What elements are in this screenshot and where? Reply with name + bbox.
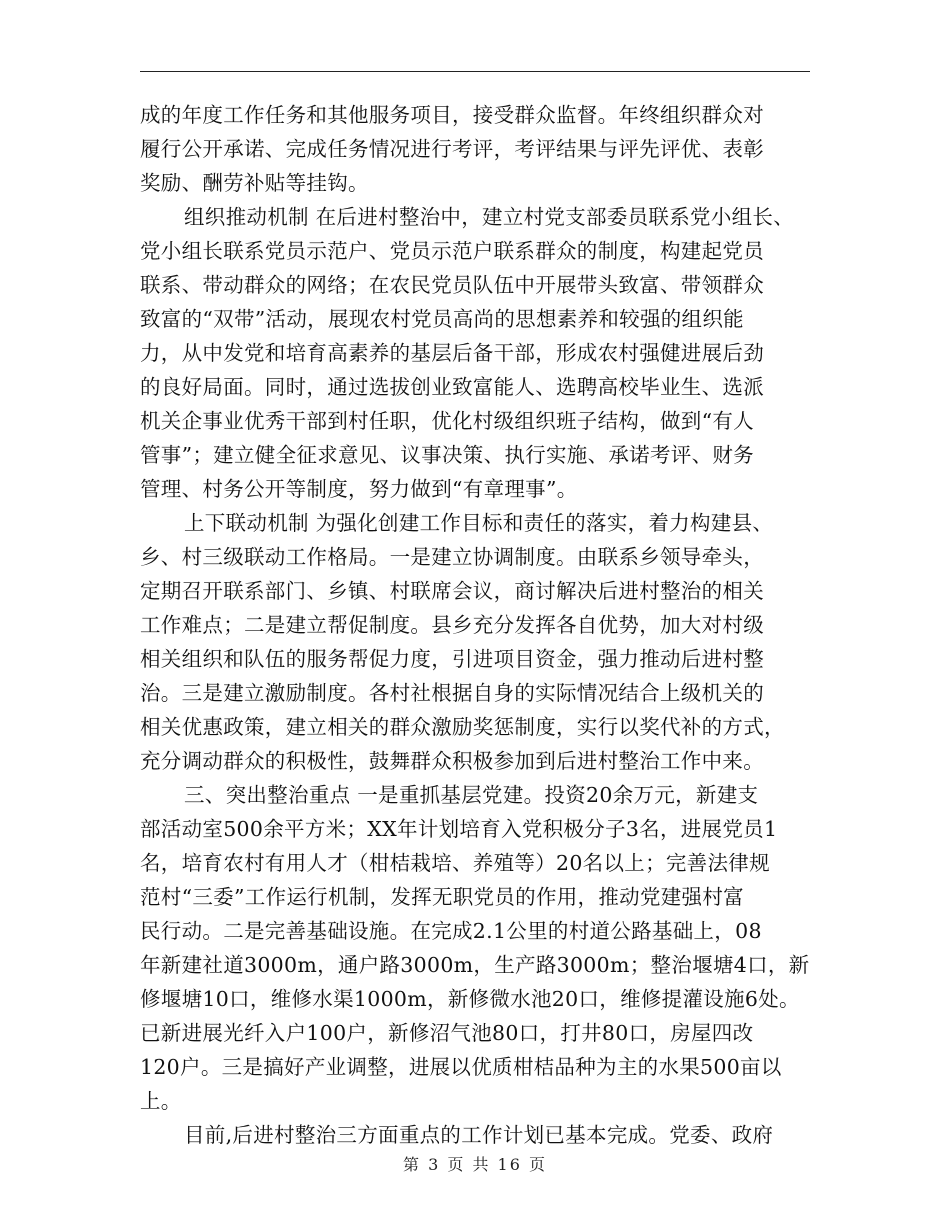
text-line: 120户。三是搞好产业调整，进展以优质柑桔品种为主的水果500亩以 xyxy=(140,1055,782,1079)
page-number-footer: 第 3 页 共 16 页 xyxy=(403,1155,547,1174)
header-rule xyxy=(140,71,810,72)
text-line: 成的年度工作任务和其他服务项目，接受群众监督。年终组织群众对 xyxy=(140,103,764,127)
text-line: 范村“三委”工作运行机制，发挥无职党员的作用，推动党建强村富 xyxy=(140,885,744,909)
text-line: 乡、村三级联动工作格局。一是建立协调制度。由联系乡领导牵头， xyxy=(140,545,764,569)
text-line: 定期召开联系部门、乡镇、村联席会议，商讨解决后进村整治的相关 xyxy=(140,579,764,603)
text-line: 履行公开承诺、完成任务情况进行考评，考评结果与评先评优、表彰 xyxy=(140,137,764,161)
text-line: 管理、村务公开等制度，努力做到“有章理事”。 xyxy=(140,477,578,501)
text-line: 力，从中发党和培育高素养的基层后备干部，形成农村强健进展后劲 xyxy=(140,341,764,365)
text-line: 部活动室500余平方米；XX年计划培育入党积极分子3名，进展党员1 xyxy=(140,817,778,841)
text-line: 联系、带动群众的网络；在农民党员队伍中开展带头致富、带领群众 xyxy=(140,273,764,297)
document-body xyxy=(140,98,816,1152)
text-line: 年新建社道3000m，通户路3000m，生产路3000m；整治堰塘4口，新 xyxy=(140,953,810,977)
paragraph-start-line: 目前,后进村整治三方面重点的工作计划已基本完成。党委、政府 xyxy=(184,1123,774,1147)
text-line: 相关优惠政策，建立相关的群众激励奖惩制度，实行以奖代补的方式， xyxy=(140,715,785,739)
paragraph-start-line: 三、突出整治重点 一是重抓基层党建。投资20余万元，新建支 xyxy=(184,783,759,807)
text-line: 奖励、酬劳补贴等挂钩。 xyxy=(140,171,369,195)
text-line: 名，培育农村有用人才（柑桔栽培、养殖等）20名以上；完善法律规 xyxy=(140,851,770,875)
text-line: 充分调动群众的积极性，鼓舞群众积极参加到后进村整治工作中来。 xyxy=(140,749,764,773)
paragraph-start-line: 组织推动机制 在后进村整治中，建立村党支部委员联系党小组长、 xyxy=(184,205,795,229)
text-line: 修堰塘10口，维修水渠1000m，新修微水池20口，维修提灌设施6处。 xyxy=(140,987,800,1011)
text-line: 机关企事业优秀干部到村任职，优化村级组织班子结构，做到“有人 xyxy=(140,409,754,433)
text-line: 工作难点；二是建立帮促制度。县乡充分发挥各自优势，加大对村级 xyxy=(140,613,764,637)
text-line: 治。三是建立激励制度。各村社根据自身的实际情况结合上级机关的 xyxy=(140,681,764,705)
text-line: 致富的“双带”活动，展现农村党员高尚的思想素养和较强的组织能 xyxy=(140,307,744,331)
text-line: 已新进展光纤入户100户，新修沼气池80口，打井80口，房屋四改 xyxy=(140,1021,754,1045)
text-line: 相关组织和队伍的服务帮促力度，引进项目资金，强力推动后进村整 xyxy=(140,647,764,671)
text-line: 上。 xyxy=(140,1089,182,1113)
text-line: 的良好局面。同时，通过选拔创业致富能人、选聘高校毕业生、选派 xyxy=(140,375,764,399)
text-line: 民行动。二是完善基础设施。在完成2.1公里的村道公路基础上，08 xyxy=(140,919,762,943)
paragraph-start-line: 上下联动机制 为强化创建工作目标和责任的落实，着力构建县、 xyxy=(184,511,774,535)
text-line: 党小组长联系党员示范户、党员示范户联系群众的制度，构建起党员 xyxy=(140,239,764,263)
text-line: 管事”；建立健全征求意见、议事决策、执行实施、承诺考评、财务 xyxy=(140,443,754,467)
